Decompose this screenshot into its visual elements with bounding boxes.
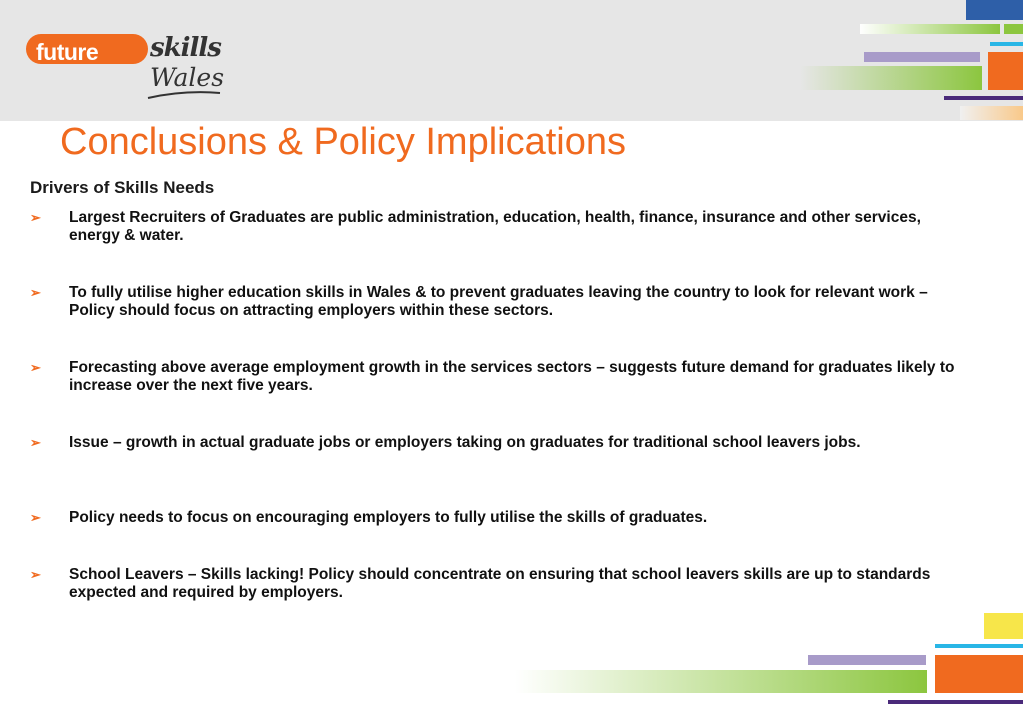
arrowhead-bullet-icon: ➢ (30, 567, 41, 582)
arrowhead-bullet-icon: ➢ (30, 210, 41, 225)
deco-orange-block-bottom (935, 655, 1023, 693)
bullet-text: Largest Recruiters of Graduates are public administration, education, health, finance, insurance and other services, energy & water. (69, 209, 921, 244)
deco-green-bar-top (860, 24, 1000, 34)
deco-orange-block (988, 52, 1023, 90)
logo-word-wales: Wales (150, 63, 225, 92)
deco-cyan-line-top (990, 42, 1023, 46)
deco-yellow-block (984, 613, 1023, 639)
slide-subtitle: Drivers of Skills Needs (30, 178, 215, 197)
deco-cyan-line-bottom (935, 644, 1023, 648)
bullet-text: Policy needs to focus on encouraging employers to fully utilise the skills of graduates. (69, 509, 708, 526)
bullet-text: Issue – growth in actual graduate jobs or employers taking on graduates for traditional school leavers jobs. (69, 434, 861, 451)
deco-purple-line-bottom (888, 700, 1023, 704)
logo-swoosh-icon (146, 89, 222, 101)
deco-purple-line-top (944, 96, 1023, 100)
logo-word-skills: skills (150, 33, 221, 63)
deco-green-bar-bottom (515, 670, 927, 693)
deco-lavender-bar-bottom (808, 655, 926, 665)
bullet-text: School Leavers – Skills lacking! Policy should concentrate on ensuring that school leavers skills are up to standards expected and required by employers. (69, 566, 931, 601)
bullet-text: Forecasting above average employment growth in the services sectors – suggests future demand for graduates likely to increase over the next five years. (69, 359, 955, 394)
slide-title: Conclusions & Policy Implications (60, 121, 627, 163)
arrowhead-bullet-icon: ➢ (30, 510, 41, 525)
deco-lavender-bar-top (864, 52, 980, 62)
bullet-text: To fully utilise higher education skills in Wales & to prevent graduates leaving the country to look for relevant work – Policy should focus on attracting employers within these sectors. (69, 284, 928, 319)
arrowhead-bullet-icon: ➢ (30, 360, 41, 375)
logo-pill (26, 34, 148, 64)
future-skills-wales-logo (26, 31, 226, 103)
arrowhead-bullet-icon: ➢ (30, 285, 41, 300)
arrowhead-bullet-icon: ➢ (30, 435, 41, 450)
deco-peach-bar (960, 106, 1023, 120)
deco-blue-square (966, 0, 1023, 20)
logo-word-future: future (36, 39, 99, 65)
deco-green-bar-mid (800, 66, 982, 90)
deco-green-square-top (1004, 24, 1023, 34)
